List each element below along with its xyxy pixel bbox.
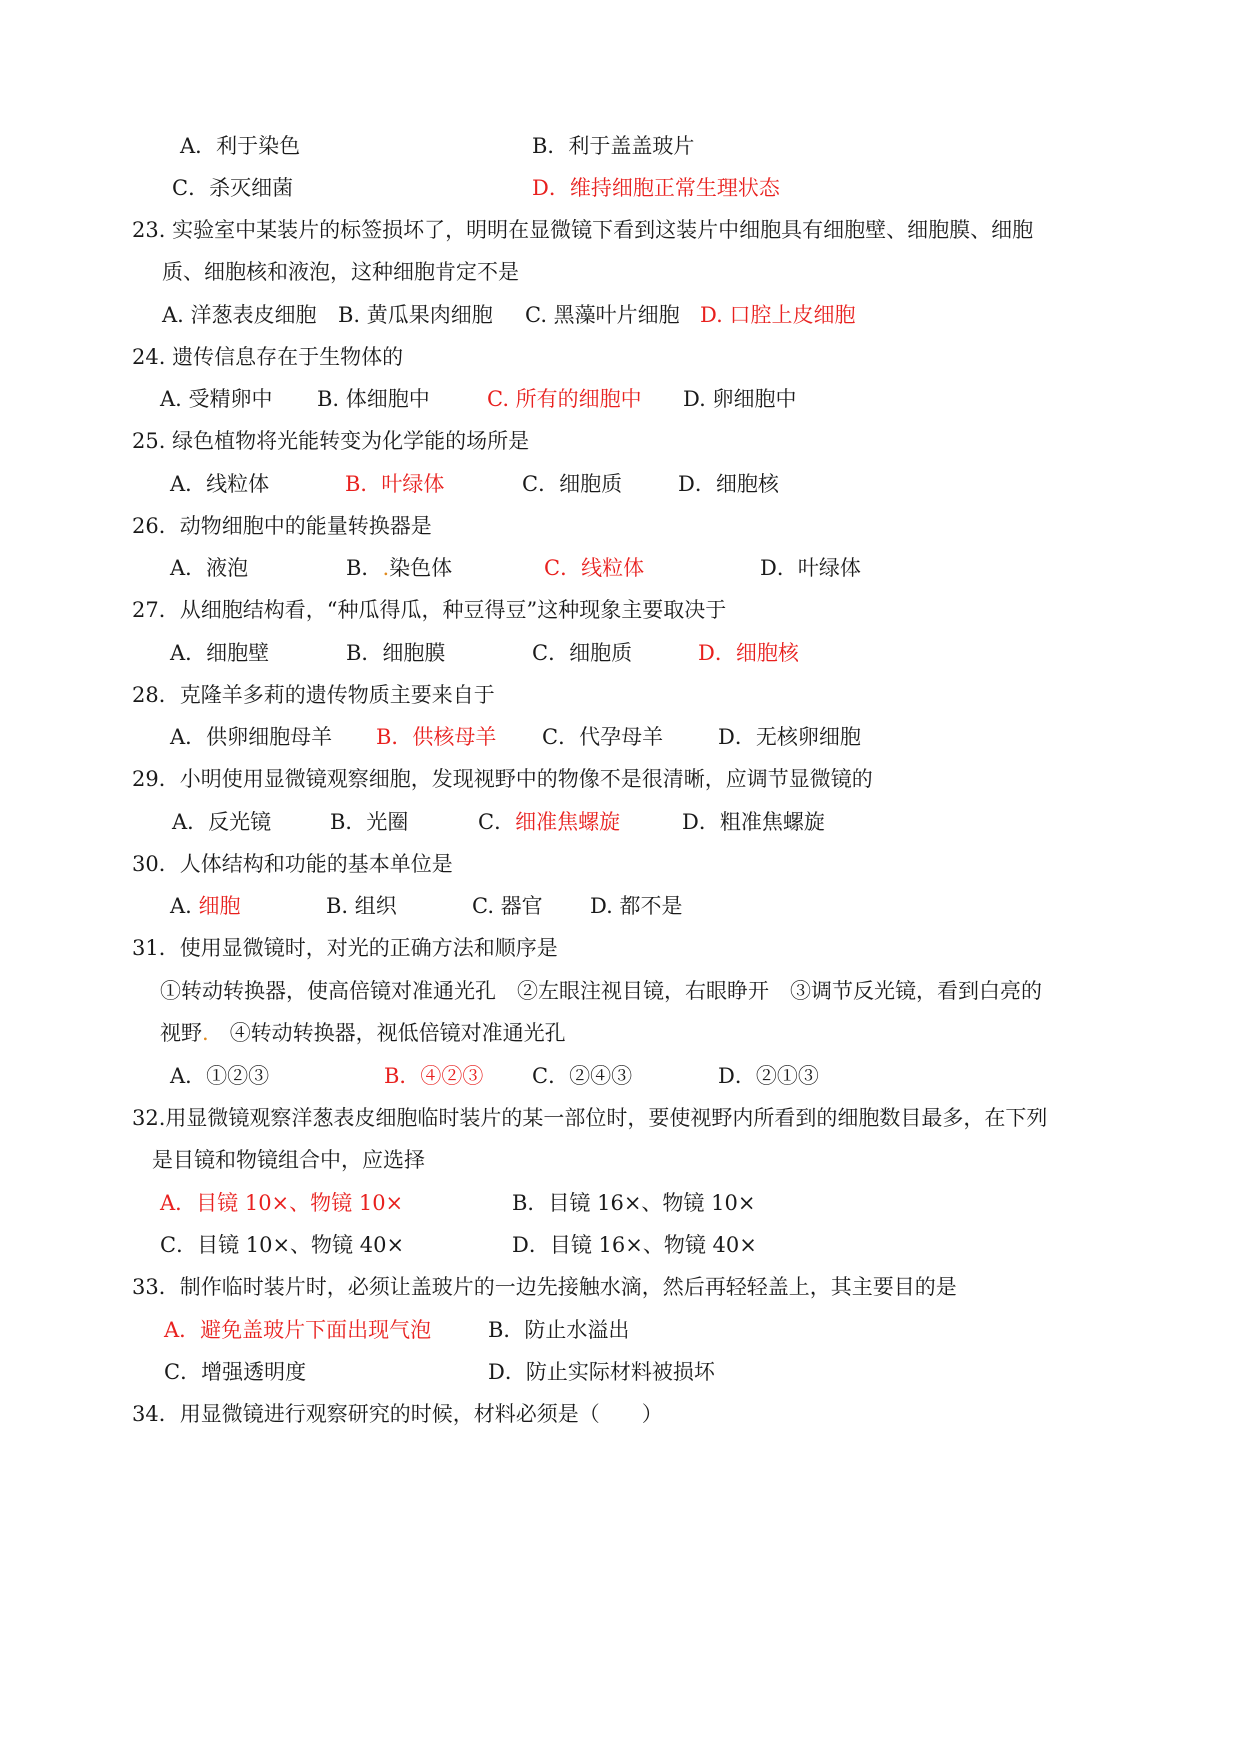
q33-option-c: C．增强透明度 xyxy=(164,1360,307,1384)
q30-option-d: D. 都不是 xyxy=(590,894,683,918)
q29-option-b: B．光圈 xyxy=(330,810,409,834)
q25-stem: 25. 绿色植物将光能转变为化学能的场所是 xyxy=(132,429,530,453)
q24-option-b: B. 体细胞中 xyxy=(317,387,430,411)
q24-stem: 24. 遗传信息存在于生物体的 xyxy=(132,345,404,369)
q32-option-c: C．目镜 10×、物镜 40× xyxy=(160,1233,405,1257)
q28-option-c: C．代孕母羊 xyxy=(542,725,664,749)
q30-option-b: B. 组织 xyxy=(326,894,397,918)
q24-option-d: D. 卵细胞中 xyxy=(683,387,797,411)
q27-option-d: D．细胞核 xyxy=(698,641,799,665)
q30-option-a-text: 细胞 xyxy=(198,894,241,918)
q33-option-b: B．防止水溢出 xyxy=(488,1318,630,1342)
q27-option-c: C．细胞质 xyxy=(532,641,633,665)
q22-option-b: B．利于盖盖玻片 xyxy=(532,134,695,158)
q26-option-d: D．叶绿体 xyxy=(760,556,861,580)
q31-option-a: A．①②③ xyxy=(170,1064,270,1088)
q22-option-d: D．维持细胞正常生理状态 xyxy=(532,176,780,200)
q25-option-d: D．细胞核 xyxy=(678,472,779,496)
q28-option-a: A．供卵细胞母羊 xyxy=(170,725,333,749)
q33-option-a: A．避免盖玻片下面出现气泡 xyxy=(164,1318,432,1342)
q23-option-b: B. 黄瓜果肉细胞 xyxy=(338,303,493,327)
q25-option-c: C．细胞质 xyxy=(522,472,623,496)
q30-option-a-letter: A. xyxy=(170,894,192,918)
q23-stem-line2: 质、细胞核和液泡，这种细胞肯定不是 xyxy=(162,260,519,284)
q30-option-a xyxy=(170,892,241,920)
q23-option-a: A. 洋葱表皮细胞 xyxy=(162,303,317,327)
q30-option-c: C. 器官 xyxy=(472,894,543,918)
q25-option-a: A．线粒体 xyxy=(170,472,270,496)
q32-option-d: D．目镜 16×、物镜 40× xyxy=(512,1233,757,1257)
q25-option-b: B．叶绿体 xyxy=(345,472,445,496)
q31-option-d: D．②①③ xyxy=(718,1064,819,1088)
q24-option-a: A. 受精卵中 xyxy=(160,387,273,411)
q27-option-b: B．细胞膜 xyxy=(346,641,446,665)
q29-option-d: D．粗准焦螺旋 xyxy=(682,810,825,834)
q31-stray-mark: . xyxy=(202,1021,209,1045)
q28-option-b: B．供核母羊 xyxy=(376,725,497,749)
q22-option-c: C．杀灭细菌 xyxy=(172,176,294,200)
q27-stem: 27．从细胞结构看，“种瓜得瓜，种豆得豆”这种现象主要取决于 xyxy=(132,598,727,622)
q31-option-b: B．④②③ xyxy=(384,1064,484,1088)
q31-stem: 31．使用显微镜时，对光的正确方法和顺序是 xyxy=(132,936,558,960)
q29-option-c xyxy=(478,808,620,836)
q29-stem: 29．小明使用显微镜观察细胞，发现视野中的物像不是很清晰，应调节显微镜的 xyxy=(132,767,873,791)
q29-option-a: A．反光镜 xyxy=(172,810,272,834)
q31-steps-line2 xyxy=(160,1019,566,1047)
q26-option-c: C．线粒体 xyxy=(544,556,645,580)
q23-stem-line1: 23. 实验室中某装片的标签损坏了，明明在显微镜下看到这装片中细胞具有细胞壁、细胞膜、细胞 xyxy=(132,218,1034,242)
q26-option-b xyxy=(346,554,452,582)
q32-option-a: A．目镜 10×、物镜 10× xyxy=(160,1191,404,1215)
q23-option-c: C. 黑藻叶片细胞 xyxy=(525,303,680,327)
q31-option-c: C．②④③ xyxy=(532,1064,633,1088)
q22-option-a: A．利于染色 xyxy=(180,134,301,158)
q26-stray-mark: . xyxy=(382,556,390,580)
q27-option-a: A．细胞壁 xyxy=(170,641,270,665)
q26-option-b-text: 染色体 xyxy=(389,556,453,580)
q33-stem: 33．制作临时装片时，必须让盖玻片的一边先接触水滴，然后再轻轻盖上，其主要目的是 xyxy=(132,1275,957,1299)
q31-steps-line2-b: ④转动转换器，视低倍镜对准通光孔 xyxy=(229,1021,566,1045)
q24-option-c: C. 所有的细胞中 xyxy=(487,387,642,411)
q31-steps-line1: ①转动转换器，使高倍镜对准通光孔 ②左眼注视目镜，右眼睁开 ③调节反光镜，看到白亮的 xyxy=(160,979,1042,1003)
q23-option-d: D. 口腔上皮细胞 xyxy=(700,303,856,327)
q26-option-b-letter: B． xyxy=(346,556,383,580)
q28-stem: 28．克隆羊多莉的遗传物质主要来自于 xyxy=(132,683,495,707)
q32-stem-line2: 是目镜和物镜组合中，应选择 xyxy=(152,1148,425,1172)
q32-option-b: B．目镜 16×、物镜 10× xyxy=(512,1191,756,1215)
q29-option-c-letter: C． xyxy=(478,810,516,834)
q30-stem: 30．人体结构和功能的基本单位是 xyxy=(132,852,453,876)
q26-option-a: A．液泡 xyxy=(170,556,249,580)
q28-option-d: D．无核卵细胞 xyxy=(718,725,861,749)
q33-option-d: D．防止实际材料被损坏 xyxy=(488,1360,715,1384)
q32-stem-line1: 32.用显微镜观察洋葱表皮细胞临时装片的某一部位时，要使视野内所看到的细胞数目最多，在下列 xyxy=(132,1106,1048,1130)
q29-option-c-text: 细准焦螺旋 xyxy=(515,810,621,834)
q34-stem: 34．用显微镜进行观察研究的时候，材料必须是（ ） xyxy=(132,1402,663,1426)
q31-steps-line2-a: 视野 xyxy=(160,1021,202,1045)
q26-stem: 26．动物细胞中的能量转换器是 xyxy=(132,514,432,538)
